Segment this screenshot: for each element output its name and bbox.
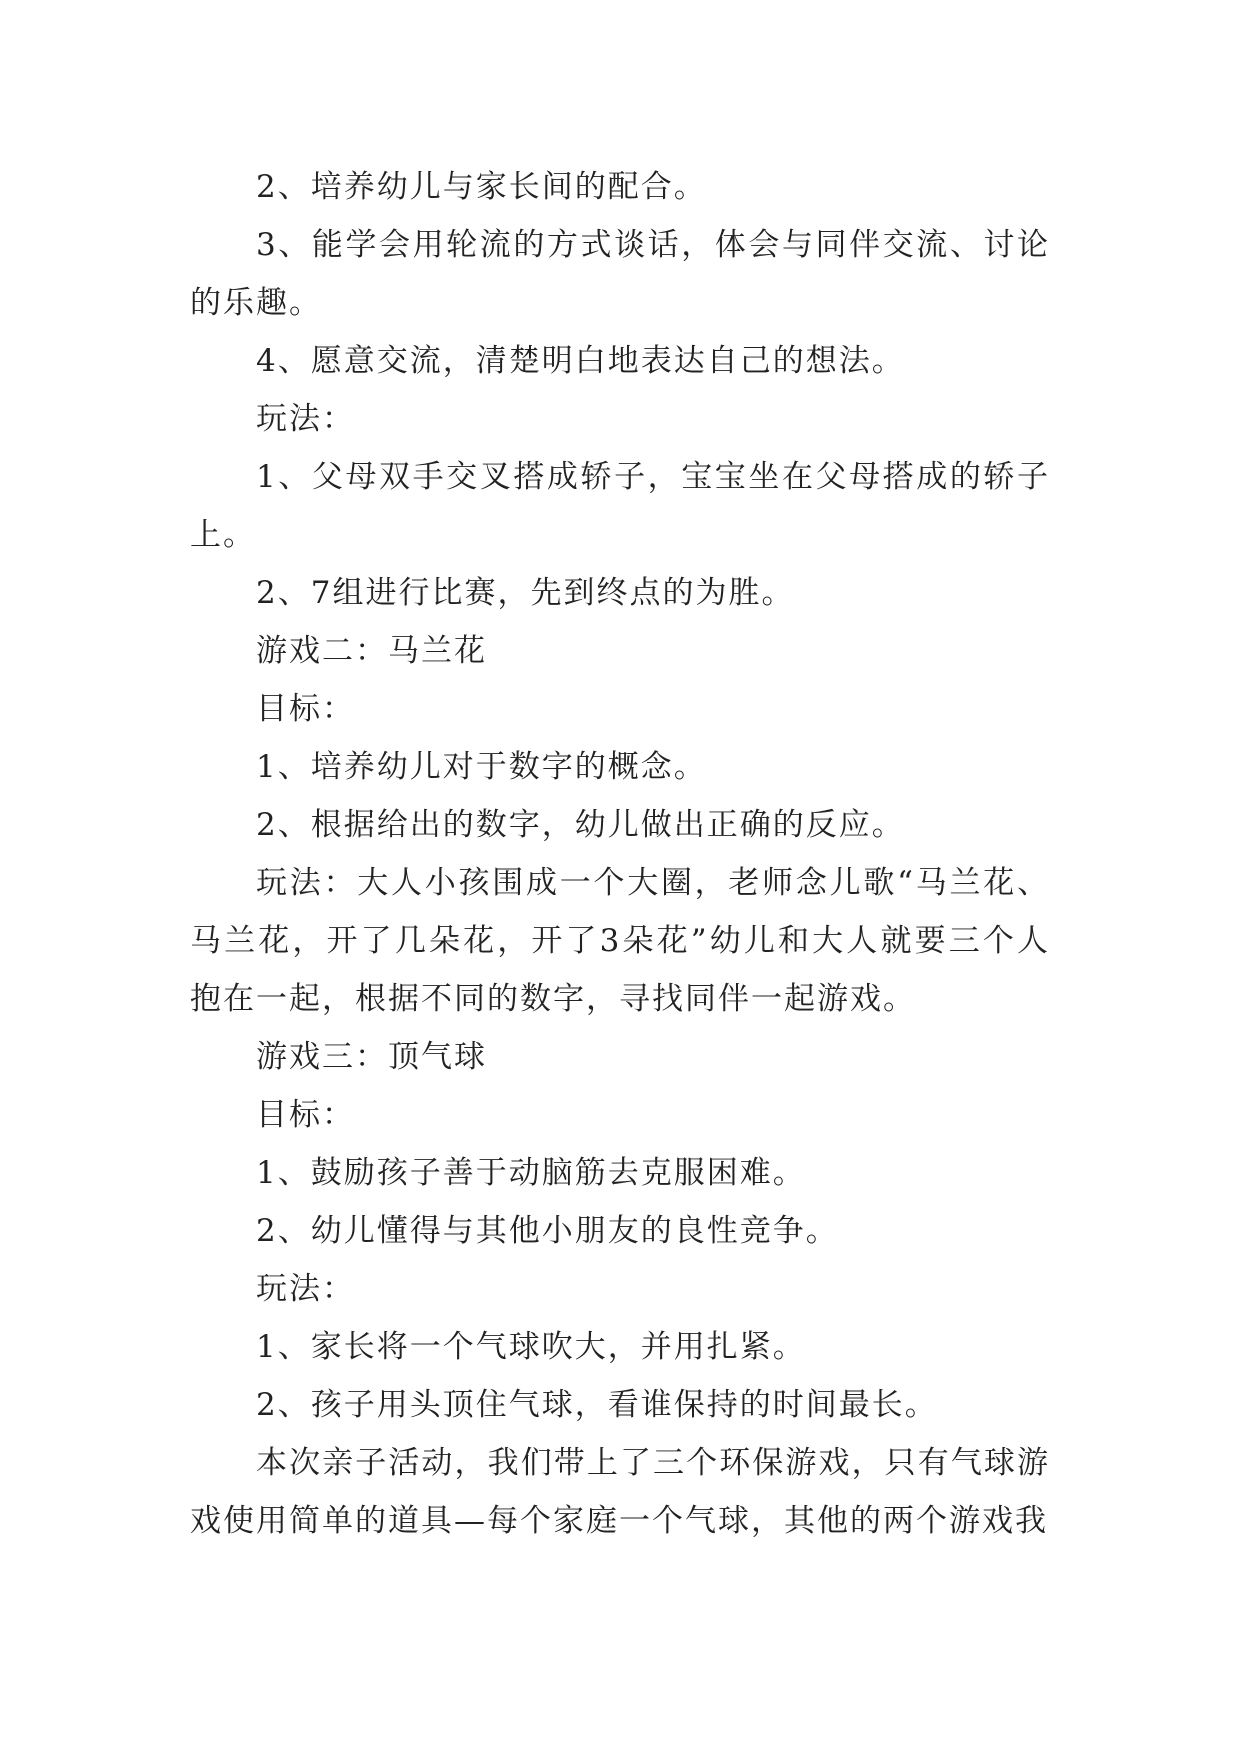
- paragraph: 玩法：大人小孩围成一个大圈，老师念儿歌“马兰花、马兰花，开了几朵花，开了3朵花”幼儿和大人就要三个人抱在一起，根据不同的数字，寻找同伴一起游戏。: [190, 865, 1050, 1017]
- paragraph: 2、幼儿懂得与其他小朋友的良性竞争。: [256, 1213, 839, 1249]
- document-body: [190, 158, 1050, 1550]
- section-heading: 游戏三：顶气球: [256, 1039, 487, 1075]
- section-label: 玩法：: [256, 1271, 355, 1307]
- paragraph: 1、培养幼儿对于数字的概念。: [256, 749, 707, 785]
- paragraph: 本次亲子活动，我们带上了三个环保游戏，只有气球游戏使用简单的道具—每个家庭一个气球，其他的两个游戏我: [190, 1445, 1050, 1539]
- paragraph: 2、根据给出的数字，幼儿做出正确的反应。: [256, 807, 905, 843]
- paragraph: 4、愿意交流，清楚明白地表达自己的想法。: [256, 343, 905, 379]
- section-label: 玩法：: [256, 401, 355, 437]
- paragraph: 2、7组进行比赛，先到终点的为胜。: [256, 575, 795, 611]
- paragraph: 1、鼓励孩子善于动脑筋去克服困难。: [256, 1155, 806, 1191]
- paragraph: 2、培养幼儿与家长间的配合。: [256, 169, 707, 205]
- paragraph: 1、父母双手交叉搭成轿子，宝宝坐在父母搭成的轿子上。: [190, 459, 1050, 553]
- section-heading: 游戏二：马兰花: [256, 633, 487, 669]
- section-label: 目标：: [256, 1097, 355, 1133]
- paragraph: 3、能学会用轮流的方式谈话，体会与同伴交流、讨论的乐趣。: [190, 227, 1050, 321]
- section-label: 目标：: [256, 691, 355, 727]
- paragraph: 1、家长将一个气球吹大，并用扎紧。: [256, 1329, 806, 1365]
- paragraph: 2、孩子用头顶住气球，看谁保持的时间最长。: [256, 1387, 938, 1423]
